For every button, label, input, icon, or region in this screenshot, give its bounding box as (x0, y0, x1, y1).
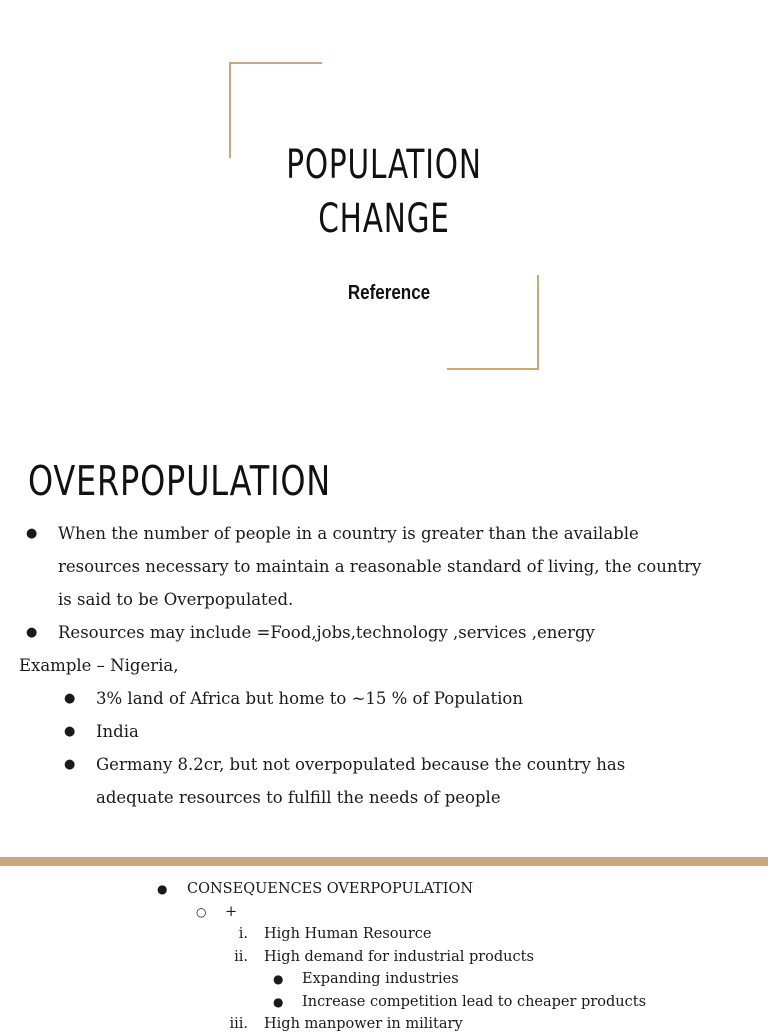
bullet-icon: ● (273, 972, 284, 986)
list-item (0, 878, 768, 901)
bullet-text: When the number of people in a country is greater than the available resources necessary to maintain a reasonable standard of living, the country is said to be Overpopulated. (58, 524, 702, 609)
item-text: High Human Resource (264, 926, 432, 942)
bullet-icon: ● (64, 724, 76, 739)
consequences-list (0, 878, 768, 1036)
item-number: iii. (229, 1016, 248, 1032)
list-item (0, 991, 768, 1014)
item-number: ii. (234, 948, 248, 965)
list-item (0, 616, 768, 649)
list-item (0, 923, 768, 946)
definition-list (0, 517, 768, 814)
circle-bullet-icon: ○ (196, 904, 207, 919)
item-text: High manpower in military (264, 1016, 463, 1032)
consequences-heading: CONSEQUENCES OVERPOPULATION (187, 881, 474, 897)
section-divider (0, 857, 768, 866)
bullet-text: Resources may include =Food,jobs,technology ,services ,energy (58, 623, 595, 642)
list-item (0, 715, 768, 748)
bullet-icon: ● (64, 691, 76, 706)
list-item (0, 1013, 768, 1036)
bullet-icon: ● (273, 994, 284, 1009)
list-item (0, 901, 768, 924)
page-title (69, 138, 699, 246)
list-item (0, 517, 768, 616)
bullet-text: Germany 8.2cr, but not overpopulated because the country has adequate resources to fulfill the needs of people (96, 755, 626, 807)
list-item (0, 682, 768, 715)
bullet-icon: ● (157, 882, 168, 896)
page-subtitle: Reference (347, 282, 431, 304)
section-heading: OVERPOPULATION (28, 457, 331, 505)
item-text: High demand for industrial products (264, 948, 534, 965)
list-item (0, 748, 768, 814)
list-item (0, 946, 768, 969)
list-item (0, 968, 768, 991)
item-number: i. (238, 926, 248, 942)
bullet-icon: ● (64, 757, 76, 772)
bullet-icon: ● (26, 526, 38, 541)
plus-label: + (225, 903, 238, 920)
item-text: Increase competition lead to cheaper products (302, 993, 647, 1010)
bullet-text: India (96, 722, 139, 741)
item-text: Expanding industries (302, 971, 459, 987)
bullet-text: 3% land of Africa but home to ~15 % of Population (96, 689, 523, 708)
title-line-1: POPULATION (286, 142, 482, 188)
title-line-2: CHANGE (318, 196, 450, 242)
example-label: Example – Nigeria, (19, 656, 179, 675)
decorative-corner-bottom-right (447, 275, 539, 370)
bullet-icon: ● (26, 625, 38, 640)
